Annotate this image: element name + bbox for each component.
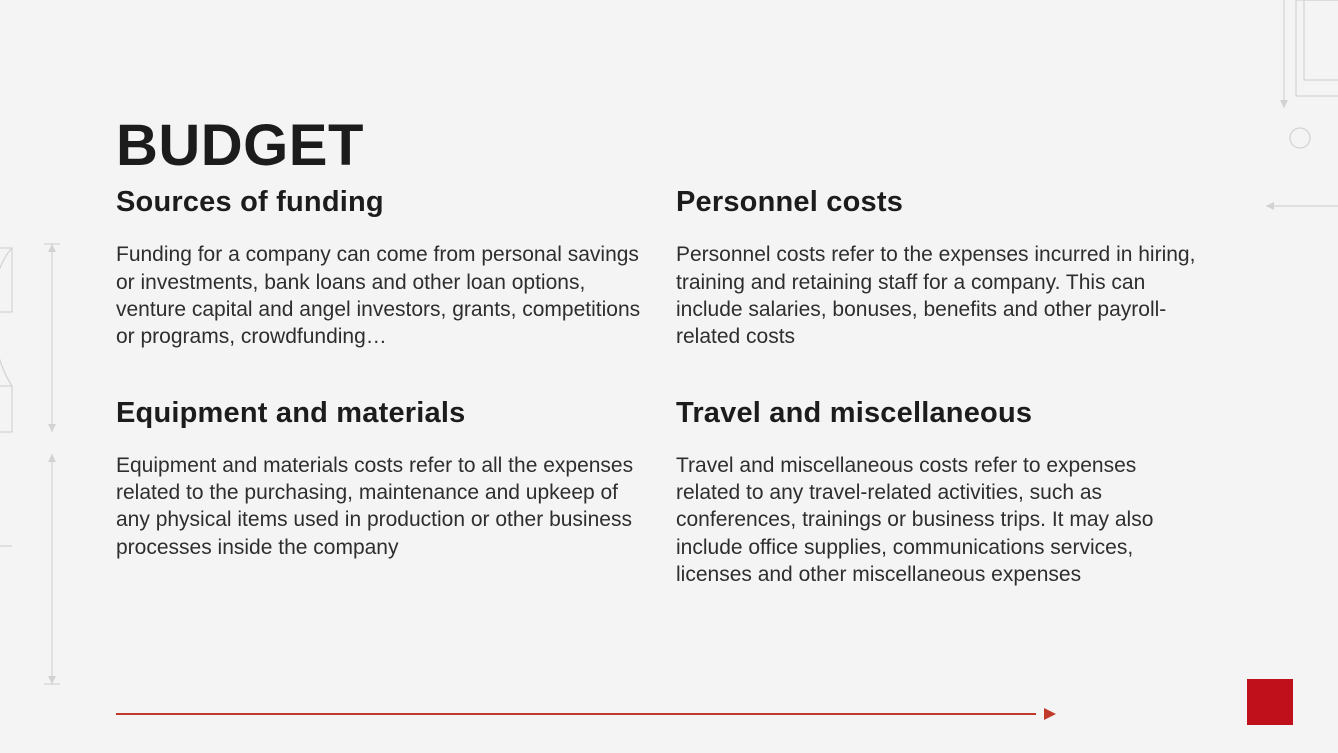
page-title: BUDGET	[116, 112, 364, 178]
block-heading: Equipment and materials	[116, 396, 466, 429]
block-body: Travel and miscellaneous costs refer to expenses related to any travel-related activities, such as conferences, trainings or business trips. It may also include office supplies, communications services, licenses and other miscellaneous expenses	[676, 453, 1154, 587]
block-personnel-costs	[676, 186, 1206, 351]
bottom-arrow	[116, 707, 1056, 721]
block-body: Funding for a company can come from personal savings or investments, bank loans and other loan options, venture capital and angel investors, grants, competitions or programs, crowdfunding…	[116, 243, 641, 349]
arrow-head-icon	[1044, 708, 1056, 720]
block-body: Personnel costs refer to the expenses incurred in hiring, training and retaining staff for a company. This can include salaries, bonuses, benefits and other payroll-related costs	[676, 243, 1196, 349]
arrow-line	[116, 713, 1036, 715]
block-body: Equipment and materials costs refer to all the expenses related to the purchasing, maintenance and upkeep of any physical items used in production or other business processes inside the company	[116, 453, 634, 559]
accent-square	[1247, 679, 1293, 725]
blueprint-decoration-right	[1266, 0, 1338, 230]
block-equipment-and-materials	[116, 397, 646, 589]
block-heading: Sources of funding	[116, 186, 384, 218]
block-sources-of-funding	[116, 186, 646, 351]
block-heading: Travel and miscellaneous	[676, 396, 1033, 429]
content-grid	[116, 186, 1236, 588]
block-heading: Personnel costs	[676, 186, 904, 218]
blueprint-decoration-left	[0, 236, 64, 696]
block-travel-and-miscellaneous	[676, 397, 1206, 589]
